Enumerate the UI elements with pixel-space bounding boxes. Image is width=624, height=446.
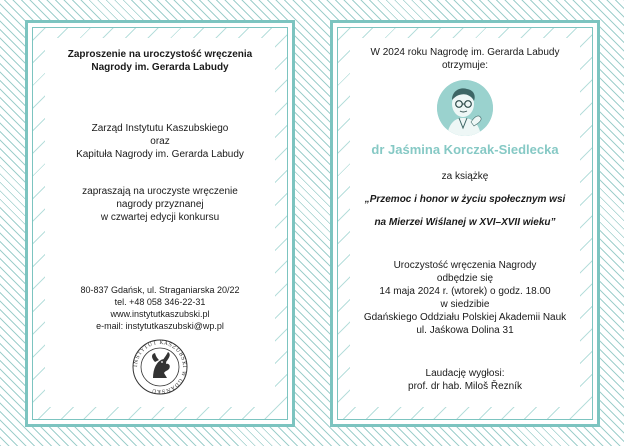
ceremony-address: ul. Jaśkowa Dolina 31 <box>416 325 514 336</box>
ceremony-line1: Uroczystość wręczenia Nagrody <box>393 260 537 271</box>
for-book-label: za książkę <box>441 171 489 182</box>
book-title-line2: na Mierzei Wiślanej w XVI–XVII wieku” <box>374 217 556 228</box>
laureate-name: dr Jaśmina Korczak-Siedlecka <box>371 142 559 157</box>
invitation-title-line2: Nagrody im. Gerarda Labudy <box>91 62 229 73</box>
right-panel-frame <box>337 27 593 420</box>
organizer-line2: oraz <box>150 136 170 147</box>
address-block <box>45 284 275 332</box>
ceremony-date: 14 maja 2024 r. (wtorek) o godz. 18.00 <box>379 286 551 297</box>
left-panel-content <box>45 38 275 407</box>
invite-line1: zapraszają na uroczyste wręczenie <box>82 186 238 197</box>
ceremony-line4: w siedzibie <box>440 299 490 310</box>
book-title-line1: „Przemoc i honor w życiu społecznym wsi <box>364 194 566 205</box>
ceremony-block <box>350 259 580 337</box>
laudation-block <box>350 367 580 393</box>
invitation-title-line1: Zaproszenie na uroczystość wręczenia <box>67 49 253 60</box>
address-line1: 80-837 Gdańsk, ul. Straganiarska 20/22 <box>80 285 240 295</box>
book-title-block <box>350 193 580 229</box>
laudation-speaker: prof. dr hab. Miloš Řezník <box>408 381 522 392</box>
invitation-right-panel <box>330 20 600 427</box>
ceremony-line2: odbędzie się <box>436 273 494 284</box>
intro-line1: W 2024 roku Nagrodę im. Gerarda Labudy <box>370 47 560 58</box>
intro-block <box>350 46 580 72</box>
svg-text:INSTYTUT KASZUBSKI W GDAŃSKU: INSTYTUT KASZUBSKI W GDAŃSKU <box>132 339 188 395</box>
address-phone: tel. +48 058 346-22-31 <box>114 297 206 307</box>
intro-line2: otrzymuje: <box>441 60 489 71</box>
address-website: www.instytutkaszubski.pl <box>110 309 210 319</box>
organizer-line3: Kapituła Nagrody im. Gerarda Labudy <box>76 149 244 160</box>
left-panel-frame <box>32 27 288 420</box>
organizers-block <box>45 122 275 161</box>
right-panel-content <box>350 38 580 407</box>
laureate-patron-portrait-icon <box>437 80 493 136</box>
address-email: e-mail: instytutkaszubski@wp.pl <box>96 321 224 331</box>
laudation-label: Laudację wygłosi: <box>425 368 505 379</box>
invitation-left-panel <box>25 20 295 427</box>
organizer-line1: Zarząd Instytutu Kaszubskiego <box>91 123 229 134</box>
invitation-title <box>45 48 275 74</box>
invite-line2: nagrody przyznanej <box>116 199 204 210</box>
invite-block <box>45 185 275 224</box>
invite-line3: w czwartej edycji konkursu <box>100 212 220 223</box>
institute-seal-icon <box>131 338 189 396</box>
ceremony-venue: Gdańskiego Oddziału Polskiej Akademii Nauk <box>363 312 567 323</box>
